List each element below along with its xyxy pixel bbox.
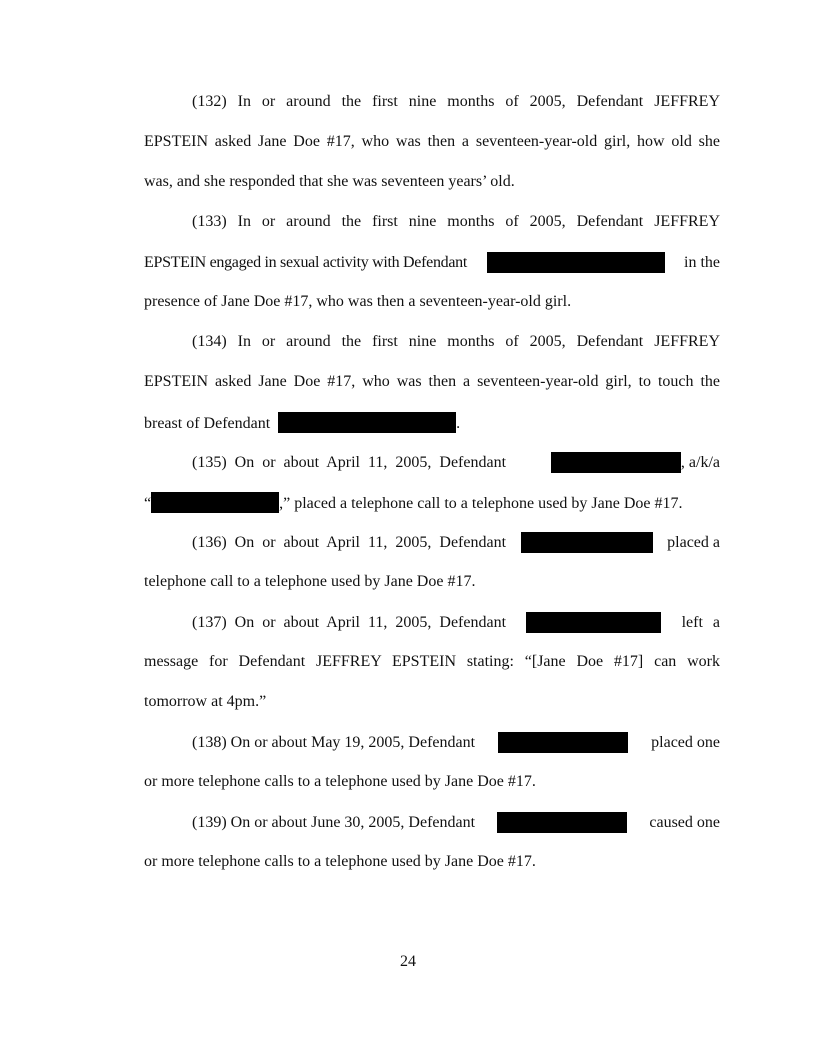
paragraph-text: caused one xyxy=(649,813,720,831)
paragraph-132-line-2: EPSTEIN asked Jane Doe #17, who was then a seventeen-year-old girl, how old she xyxy=(144,133,720,150)
paragraph-text: (135) On or about April 11, 2005, Defendant xyxy=(192,453,507,471)
paragraph-138-line-1 xyxy=(192,732,720,753)
paragraph-text: (137) On or about April 11, 2005, Defendant xyxy=(192,613,507,631)
redaction-bar xyxy=(278,412,456,433)
paragraph-text: , a/k/a xyxy=(680,453,720,471)
paragraph-text: breast of Defendant xyxy=(144,415,271,432)
paragraph-137-line-3: tomorrow at 4pm.” xyxy=(144,693,267,710)
paragraph-text: (133) In or around the first nine months of 2005, Defendant JEFFREY xyxy=(192,213,720,230)
paragraph-text: placed a xyxy=(667,533,720,551)
redaction-bar xyxy=(151,492,279,513)
paragraph-134-line-2: EPSTEIN asked Jane Doe #17, who was then a seventeen-year-old girl, to touch the xyxy=(144,373,720,390)
paragraph-text: EPSTEIN engaged in sexual activity with Defendant xyxy=(144,253,467,271)
paragraph-133-line-1 xyxy=(192,212,720,232)
paragraph-136-line-1 xyxy=(192,532,720,553)
paragraph-text: left a xyxy=(681,613,720,631)
redaction-bar xyxy=(487,252,665,273)
paragraph-133-line-3: presence of Jane Doe #17, who was then a seventeen-year-old girl. xyxy=(144,293,572,310)
redaction-bar xyxy=(551,452,681,473)
redaction-bar xyxy=(521,532,653,553)
paragraph-135-line-2 xyxy=(144,492,720,514)
paragraph-text: (136) On or about April 11, 2005, Defendant xyxy=(192,533,507,551)
paragraph-132-line-3: was, and she responded that she was seventeen years’ old. xyxy=(144,173,515,190)
redaction-bar xyxy=(498,732,628,753)
paragraph-text: ,” placed a telephone call to a telephone used by Jane Doe #17. xyxy=(279,495,683,512)
paragraph-134-line-3 xyxy=(144,412,720,434)
paragraph-135-line-1 xyxy=(192,452,720,473)
paragraph-136-line-2: telephone call to a telephone used by Jane Doe #17. xyxy=(144,573,476,590)
paragraph-text: (139) On or about June 30, 2005, Defendant xyxy=(192,813,476,831)
paragraph-text: in the xyxy=(684,253,720,271)
paragraph-132-line-1 xyxy=(192,92,720,112)
redaction-group xyxy=(551,452,720,473)
redaction-bar xyxy=(497,812,627,833)
paragraph-139-line-2: or more telephone calls to a telephone used by Jane Doe #17. xyxy=(144,853,536,870)
redaction-bar xyxy=(526,612,661,633)
paragraph-text: (134) In or around the first nine months of 2005, Defendant JEFFREY xyxy=(192,333,720,350)
paragraph-137-line-2: message for Defendant JEFFREY EPSTEIN stating: “[Jane Doe #17] can work xyxy=(144,653,720,670)
paragraph-text: “ xyxy=(144,495,152,512)
paragraph-134-line-1 xyxy=(192,332,720,352)
paragraph-text: placed one xyxy=(651,733,720,751)
paragraph-139-line-1 xyxy=(192,812,720,833)
page-number: 24 xyxy=(400,953,416,970)
paragraph-text: (138) On or about May 19, 2005, Defendant xyxy=(192,733,476,751)
paragraph-text: . xyxy=(456,415,461,432)
paragraph-text: (132) In or around the first nine months of 2005, Defendant JEFFREY xyxy=(192,93,720,110)
paragraph-138-line-2: or more telephone calls to a telephone used by Jane Doe #17. xyxy=(144,773,536,790)
paragraph-137-line-1 xyxy=(192,612,720,633)
paragraph-133-line-2 xyxy=(144,252,720,273)
